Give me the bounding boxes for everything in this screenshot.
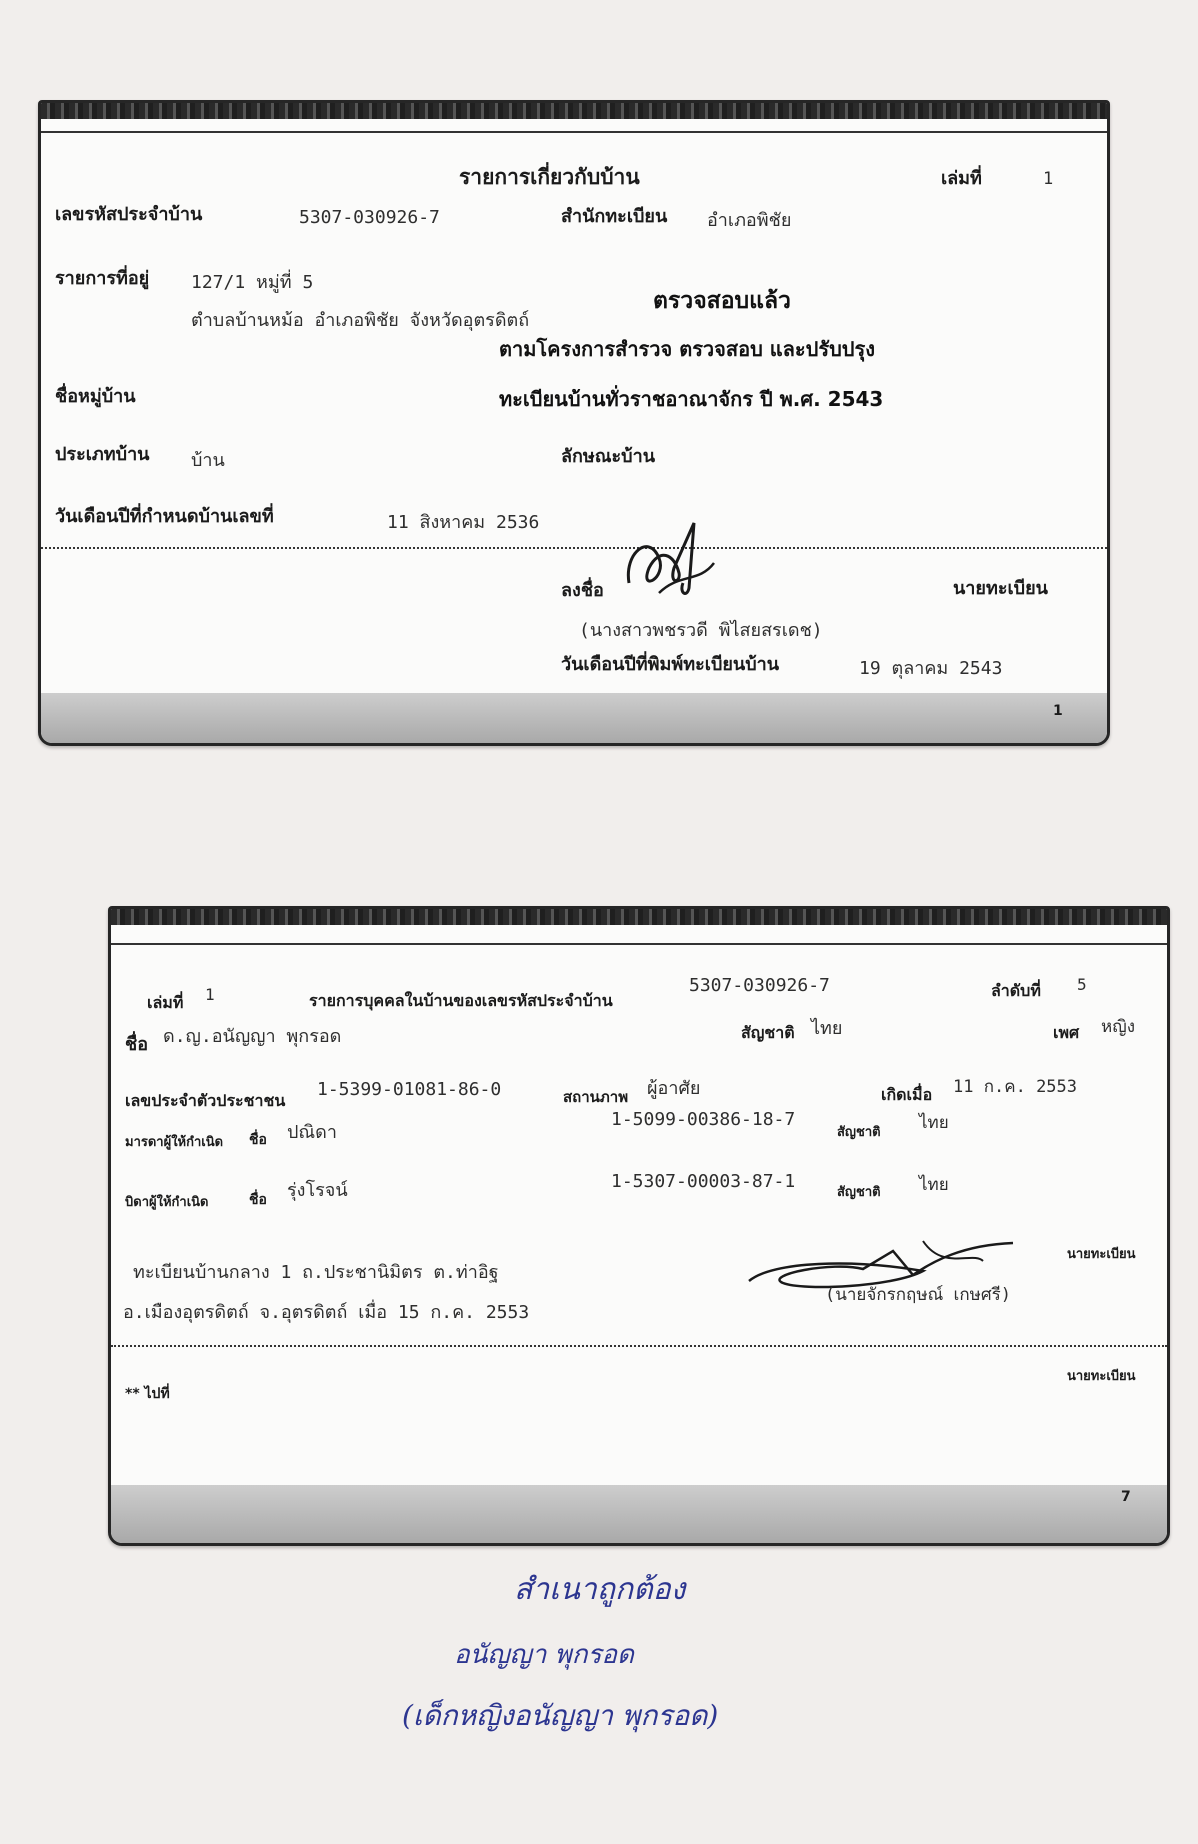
birth-label: เกิดเมื่อ	[881, 1085, 933, 1104]
page-number: 7	[1121, 1489, 1131, 1505]
father-id-value: 1-5307-00003-87-1	[611, 1171, 796, 1192]
father-label: บิดาผู้ให้กำเนิด	[125, 1195, 209, 1210]
mother-nat-label: สัญชาติ	[837, 1125, 881, 1140]
card-title: รายการบุคคลในบ้านของเลขรหัสประจำบ้าน	[309, 991, 613, 1010]
move-in-line2: อ.เมืองอุตรดิตถ์ จ.อุตรดิตถ์ เมื่อ 15 ก.ค. 2553	[123, 1302, 530, 1323]
id-label: เลขประจำตัวประชาชน	[125, 1091, 286, 1110]
birth-value: 11 ก.ค. 2553	[953, 1077, 1078, 1097]
order-value: 5	[1077, 975, 1087, 994]
father-nat-label: สัญชาติ	[837, 1185, 881, 1200]
person-record-card	[108, 906, 1170, 1546]
house-char-label: ลักษณะบ้าน	[561, 446, 655, 467]
mother-label: มารดาผู้ให้กำเนิด	[125, 1135, 224, 1150]
print-date-label: วันเดือนปีที่พิมพ์ทะเบียนบ้าน	[561, 654, 780, 675]
house-code-value: 5307-030926-7	[299, 207, 440, 228]
father-name-label: ชื่อ	[249, 1192, 267, 1208]
address-line1: 127/1 หมู่ที่ 5	[191, 272, 314, 293]
sign-label: ลงชื่อ	[561, 580, 604, 601]
nationality-value: ไทย	[811, 1018, 843, 1039]
handwritten-full-name: (เด็กหญิงอนัญญา พุกรอด)	[402, 1699, 719, 1732]
card-footer-bar	[41, 693, 1107, 743]
divider	[111, 943, 1167, 945]
mother-name-label: ชื่อ	[249, 1132, 267, 1148]
registrar-label: นายทะเบียน	[1067, 1247, 1136, 1262]
mother-nat-value: ไทย	[919, 1113, 949, 1133]
house-code-value: 5307-030926-7	[689, 975, 830, 996]
nationality-label: สัญชาติ	[741, 1023, 795, 1042]
verified-stamp-line1: ตรวจสอบแล้ว	[653, 288, 791, 314]
house-type-label: ประเภทบ้าน	[55, 444, 150, 465]
registrar-label: นายทะเบียน	[953, 578, 1048, 599]
name-value: ด.ญ.อนัญญา พุกรอด	[163, 1026, 342, 1047]
book-label: เล่มที่	[147, 993, 184, 1012]
move-out-label: ** ไปที่	[125, 1386, 170, 1402]
registrar-office-value: อำเภอพิชัย	[707, 210, 792, 231]
village-label: ชื่อหมู่บ้าน	[55, 386, 136, 407]
mother-name-value: ปณิดา	[287, 1122, 337, 1143]
torn-edge	[41, 103, 1107, 119]
mother-id-value: 1-5099-00386-18-7	[611, 1109, 796, 1130]
status-value: ผู้อาศัย	[647, 1078, 701, 1099]
house-type-value: บ้าน	[191, 450, 225, 471]
divider	[41, 131, 1107, 133]
certified-true-copy: สำเนาถูกต้อง	[514, 1572, 686, 1607]
card-title: รายการเกี่ยวกับบ้าน	[459, 165, 640, 189]
order-label: ลำดับที่	[991, 981, 1041, 1000]
print-date-value: 19 ตุลาคม 2543	[859, 658, 1003, 679]
card-footer-bar	[111, 1485, 1167, 1543]
handwritten-signature: อนัญญา พุกรอด	[454, 1640, 634, 1670]
sex-value: หญิง	[1101, 1017, 1135, 1037]
name-label: ชื่อ	[125, 1034, 149, 1055]
torn-edge	[111, 909, 1167, 925]
status-label: สถานภาพ	[563, 1088, 629, 1106]
address-label: รายการที่อยู่	[55, 268, 150, 289]
page-number: 1	[1053, 703, 1063, 719]
registrar-name: (นายจักรกฤษณ์ เกษศรี)	[825, 1285, 1012, 1305]
verified-stamp-line3: ทะเบียนบ้านทั่วราชอาณาจักร ปี พ.ศ. 2543	[499, 387, 884, 411]
book-label: เล่มที่	[941, 168, 982, 189]
dotted-separator	[111, 1345, 1167, 1347]
dotted-separator	[41, 547, 1107, 549]
sex-label: เพศ	[1053, 1023, 1080, 1042]
house-details-card	[38, 100, 1110, 746]
assign-date-label: วันเดือนปีที่กำหนดบ้านเลขที่	[55, 506, 274, 527]
book-value: 1	[205, 985, 215, 1004]
signer-name: (นางสาวพชรวดี พิไสยสรเดช)	[579, 620, 823, 641]
id-value: 1-5399-01081-86-0	[317, 1079, 502, 1100]
house-code-label: เลขรหัสประจำบ้าน	[55, 204, 203, 225]
registrar-signature	[619, 513, 729, 613]
assign-date-value: 11 สิงหาคม 2536	[387, 512, 540, 533]
address-line2: ตำบลบ้านหม้อ อำเภอพิชัย จังหวัดอุตรดิตถ์	[191, 310, 530, 331]
verified-stamp-line2: ตามโครงการสำรวจ ตรวจสอบ และปรับปรุง	[499, 337, 875, 361]
registrar-office-label: สำนักทะเบียน	[561, 206, 668, 227]
father-nat-value: ไทย	[919, 1175, 949, 1195]
move-in-line1: ทะเบียนบ้านกลาง 1 ถ.ประชานิมิตร ต.ท่าอิฐ	[133, 1262, 499, 1283]
registrar-label-2: นายทะเบียน	[1067, 1369, 1136, 1384]
father-name-value: รุ่งโรจน์	[287, 1180, 348, 1201]
book-value: 1	[1043, 169, 1054, 189]
